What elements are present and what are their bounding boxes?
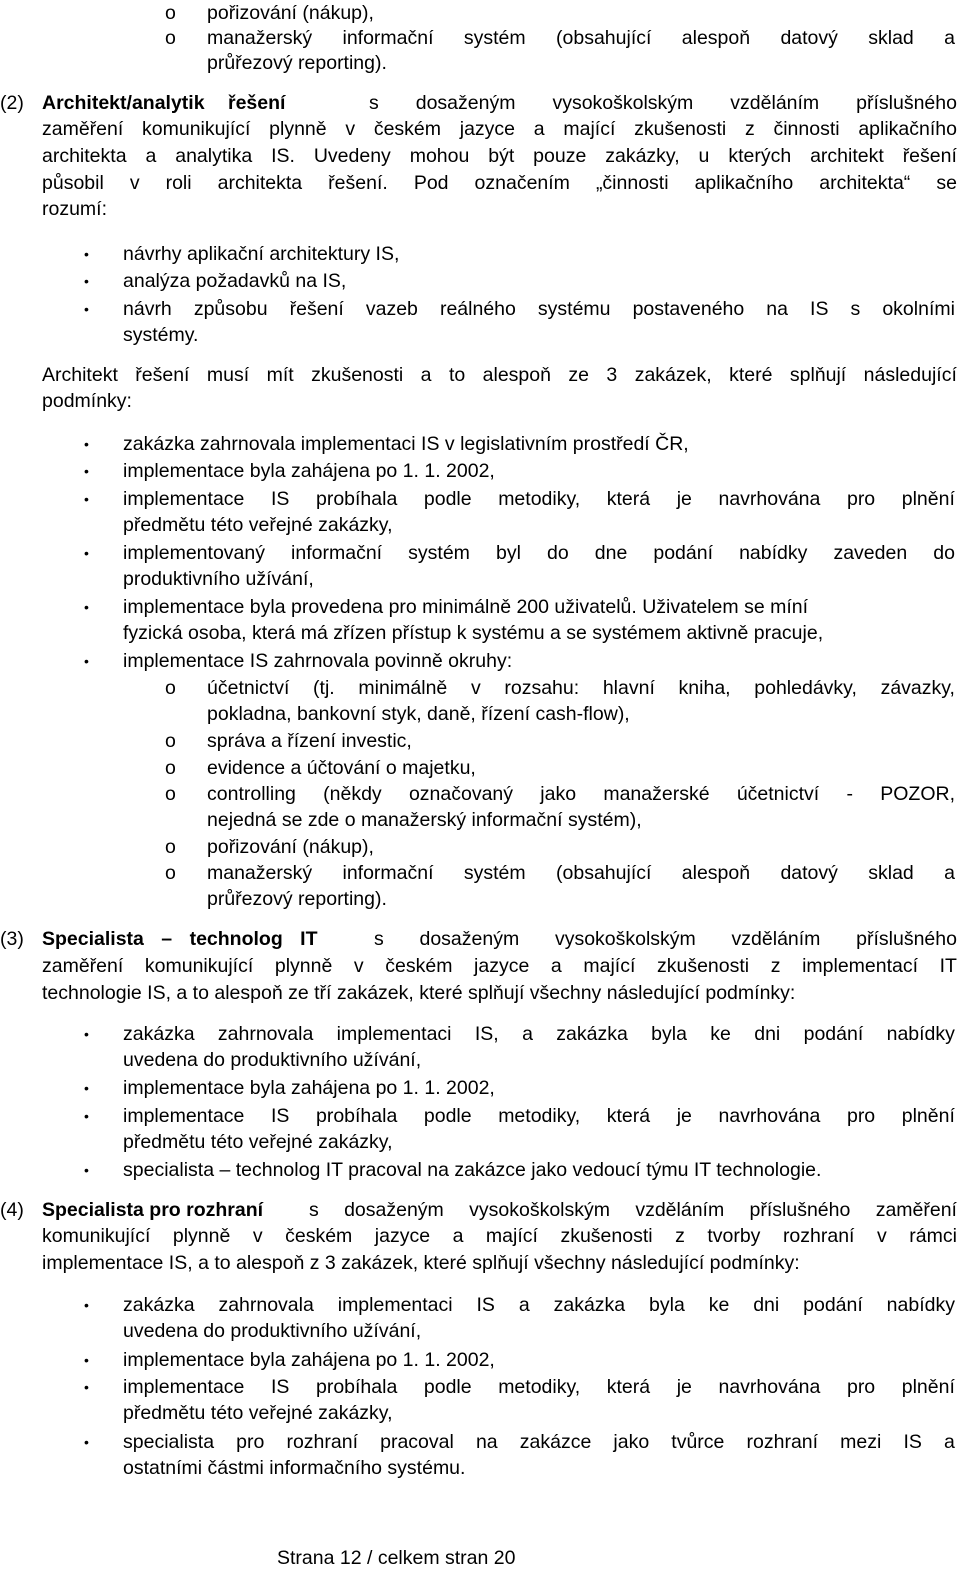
- list-item: implementace byla zahájena po 1. 1. 2002,: [123, 1077, 495, 1099]
- list-item: zakázka zahrnovala implementaci IS a zakázka byla ke dni podání nabídky: [123, 1294, 955, 1316]
- list-item: návrh způsobu řešení vazeb reálného systému postaveného na IS s okolními: [123, 298, 955, 320]
- list-item: fyzická osoba, která má zřízen přístup k systému a se systémem aktivně pracuje,: [123, 622, 824, 644]
- list-item: uvedena do produktivního užívání,: [123, 1320, 422, 1342]
- paragraph-line: rozumí:: [42, 198, 108, 220]
- list-item: pokladna, bankovní styk, daně, řízení cash-flow),: [207, 703, 630, 725]
- list-item: pořizování (nákup),: [207, 2, 374, 24]
- bullet-icon: •: [84, 545, 89, 561]
- paragraph-line: působil v roli architekta řešení. Pod označením „činnosti aplikačního architekta“ se: [42, 172, 957, 194]
- sub-bullet: o: [165, 783, 176, 805]
- paragraph-line: Architekt řešení musí mít zkušenosti a to alespoň ze 3 zakázek, které splňují následující: [42, 364, 957, 386]
- list-item: implementovaný informační systém byl do dne podání nabídky zaveden do: [123, 542, 955, 564]
- sub-bullet: o: [165, 836, 176, 858]
- bullet-icon: •: [84, 1162, 89, 1178]
- sub-bullet: o: [165, 757, 176, 779]
- section-heading: Specialista pro rozhraní: [42, 1199, 264, 1221]
- sub-bullet: o: [165, 730, 176, 752]
- sub-bullet: o: [165, 2, 176, 24]
- list-item: průřezový reporting).: [207, 888, 387, 910]
- sub-bullet: o: [165, 677, 176, 699]
- list-item: ostatními částmi informačního systému.: [123, 1457, 466, 1479]
- list-item: implementace IS probíhala podle metodiky, která je navrhována pro plnění: [123, 488, 955, 510]
- paragraph-line: podmínky:: [42, 390, 132, 412]
- list-item: analýza požadavků na IS,: [123, 270, 347, 292]
- bullet-icon: •: [84, 1026, 89, 1042]
- page-footer: Strana 12 / celkem stran 20: [277, 1547, 516, 1569]
- list-item: návrhy aplikační architektury IS,: [123, 243, 400, 265]
- list-item: pořizování (nákup),: [207, 836, 374, 858]
- list-item: specialista pro rozhraní pracoval na zakázce jako tvůrce rozhraní mezi IS a: [123, 1431, 955, 1453]
- paragraph-line: implementace IS, a to alespoň z 3 zakázek, které splňují všechny následující podmínky:: [42, 1252, 800, 1274]
- list-item: implementace IS probíhala podle metodiky, která je navrhována pro plnění: [123, 1376, 955, 1398]
- list-item: implementace byla zahájena po 1. 1. 2002,: [123, 1349, 495, 1371]
- bullet-icon: •: [84, 1297, 89, 1313]
- paragraph-line: komunikující plynně v českém jazyce a mající zkušenosti z tvorby rozhraní v rámci: [42, 1225, 957, 1247]
- list-item: předmětu této veřejné zakázky,: [123, 514, 393, 536]
- list-item: zakázka zahrnovala implementaci IS v legislativním prostředí ČR,: [123, 433, 689, 455]
- section-heading: Specialista – technolog IT: [42, 928, 318, 950]
- list-item: manažerský informační systém (obsahující alespoň datový sklad a: [207, 27, 955, 49]
- list-item: průřezový reporting).: [207, 52, 387, 74]
- paragraph-line: architekta a analytika IS. Uvedeny mohou být pouze zakázky, u kterých architekt řešení: [42, 145, 957, 167]
- list-item: implementace IS zahrnovala povinně okruhy:: [123, 650, 513, 672]
- bullet-icon: •: [84, 653, 89, 669]
- bullet-icon: •: [84, 301, 89, 317]
- section-number: (4): [0, 1199, 24, 1221]
- bullet-icon: •: [84, 246, 89, 262]
- bullet-icon: •: [84, 491, 89, 507]
- bullet-icon: •: [84, 1080, 89, 1096]
- list-item: systémy.: [123, 324, 199, 346]
- list-item: nejedná se zde o manažerský informační systém),: [207, 809, 642, 831]
- paragraph-line: s dosaženým vysokoškolským vzděláním příslušného: [374, 928, 957, 950]
- paragraph-line: s dosaženým vysokoškolským vzděláním příslušného: [369, 92, 957, 114]
- list-item: implementace byla zahájena po 1. 1. 2002,: [123, 460, 495, 482]
- sub-bullet: o: [165, 27, 176, 49]
- list-item: implementace IS probíhala podle metodiky, která je navrhována pro plnění: [123, 1105, 955, 1127]
- list-item: zakázka zahrnovala implementaci IS, a zakázka byla ke dni podání nabídky: [123, 1023, 955, 1045]
- paragraph-line: s dosaženým vysokoškolským vzděláním příslušného zaměření: [309, 1199, 957, 1221]
- bullet-icon: •: [84, 1379, 89, 1395]
- bullet-icon: •: [84, 1352, 89, 1368]
- bullet-icon: •: [84, 463, 89, 479]
- bullet-icon: •: [84, 599, 89, 615]
- bullet-icon: •: [84, 1434, 89, 1450]
- list-item: manažerský informační systém (obsahující alespoň datový sklad a: [207, 862, 955, 884]
- paragraph-line: zaměření komunikující plynně v českém jazyce a mající zkušenosti z činnosti aplikačního: [42, 118, 957, 140]
- section-number: (2): [0, 92, 24, 114]
- bullet-icon: •: [84, 436, 89, 452]
- bullet-icon: •: [84, 1108, 89, 1124]
- list-item: předmětu této veřejné zakázky,: [123, 1402, 393, 1424]
- list-item: předmětu této veřejné zakázky,: [123, 1131, 393, 1153]
- list-item: správa a řízení investic,: [207, 730, 412, 752]
- list-item: controlling (někdy označovaný jako manažerské účetnictví - POZOR,: [207, 783, 955, 805]
- sub-bullet: o: [165, 862, 176, 884]
- list-item: produktivního užívání,: [123, 568, 314, 590]
- section-heading: Architekt/analytik řešení: [42, 92, 286, 114]
- section-number: (3): [0, 928, 24, 950]
- list-item: uvedena do produktivního užívání,: [123, 1049, 422, 1071]
- list-item: implementace byla provedena pro minimálně 200 uživatelů. Uživatelem se míní: [123, 596, 809, 618]
- list-item: evidence a účtování o majetku,: [207, 757, 476, 779]
- paragraph-line: zaměření komunikující plynně v českém jazyce a mající zkušenosti z implementací IT: [42, 955, 957, 977]
- list-item: specialista – technolog IT pracoval na zakázce jako vedoucí týmu IT technologie.: [123, 1159, 822, 1181]
- paragraph-line: technologie IS, a to alespoň ze tří zakázek, které splňují všechny následující podmínky:: [42, 982, 796, 1004]
- list-item: účetnictví (tj. minimálně v rozsahu: hlavní kniha, pohledávky, závazky,: [207, 677, 955, 699]
- bullet-icon: •: [84, 273, 89, 289]
